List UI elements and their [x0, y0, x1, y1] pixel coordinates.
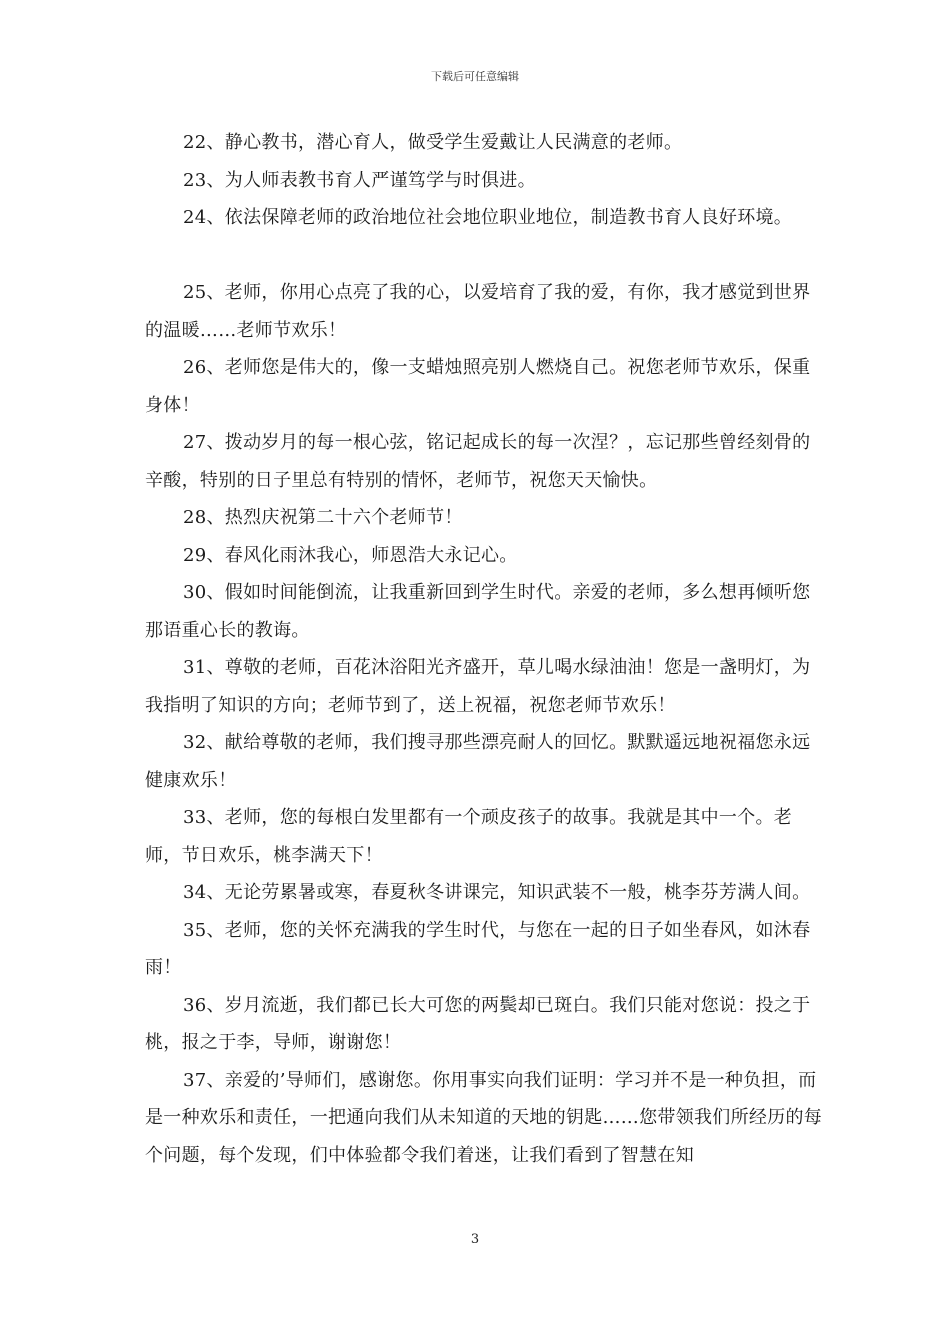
paragraph-23: 23、为人师表教书育人严谨笃学与时俱进。 [183, 169, 536, 191]
blank-line [145, 237, 825, 275]
paragraph-31: 31、尊敬的老师，百花沐浴阳光齐盛开，草儿喝水绿油油！您是一盏明灯，为我指明了知识的方向；老师节到了，送上祝福，祝您老师节欢乐！ [145, 657, 811, 716]
paragraph-29: 29、春风化雨沐我心，师恩浩大永记心。 [183, 544, 518, 566]
paragraph-32: 32、献给尊敬的老师，我们搜寻那些漂亮耐人的回忆。默默遥远地祝福您永远健康欢乐！ [145, 732, 811, 791]
paragraph-26: 26、老师您是伟大的，像一支蜡烛照亮别人燃烧自己。祝您老师节欢乐，保重身体！ [145, 357, 811, 416]
paragraph-35: 35、老师，您的关怀充满我的学生时代，与您在一起的日子如坐春风，如沐春雨！ [145, 919, 811, 978]
paragraph-25: 25、老师，你用心点亮了我的心，以爱培育了我的爱，有你，我才感觉到世界的温暖……老师节欢乐！ [145, 282, 811, 341]
paragraph-37: 37、亲爱的’导师们，感谢您。你用事实向我们证明：学习并不是一种负担，而是一种欢乐和责任，一把通向我们从未知道的天地的钥匙……您带领我们所经历的每个问题，每个发现，们中体验都令我们着迷，让我们看到了智慧在知 [145, 1069, 823, 1166]
paragraph-28: 28、热烈庆祝第二十六个老师节！ [183, 507, 463, 528]
paragraph-22: 22、静心教书，潜心育人，做受学生爱戴让人民满意的老师。 [183, 132, 683, 153]
paragraph-30: 30、假如时间能倒流，让我重新回到学生时代。亲爱的老师，多么想再倾听您那语重心长的教诲。 [145, 582, 811, 641]
paragraph-34: 34、无论劳累暑或寒，春夏秋冬讲课完，知识武装不一般，桃李芬芳满人间。 [183, 882, 811, 903]
paragraph-24: 24、依法保障老师的政治地位社会地位职业地位，制造教书育人良好环境。 [183, 207, 793, 228]
paragraph-33: 33、老师，您的每根白发里都有一个顽皮孩子的故事。我就是其中一个。老师，节日欢乐，桃李满天下！ [145, 807, 793, 866]
page-header: 下载后可任意编辑 [431, 70, 519, 83]
page-number: 3 [470, 1232, 480, 1247]
paragraph-27: 27、拨动岁月的每一根心弦，铭记起成长的每一次涅？，忘记那些曾经刻骨的辛酸，特别的日子里总有特别的情怀，老师节，祝您天天愉快。 [145, 432, 811, 491]
document-body [145, 124, 825, 1174]
paragraph-36: 36、岁月流逝，我们都已长大可您的两鬓却已斑白。我们只能对您说：投之于桃，报之于李，导师，谢谢您！ [145, 994, 811, 1053]
